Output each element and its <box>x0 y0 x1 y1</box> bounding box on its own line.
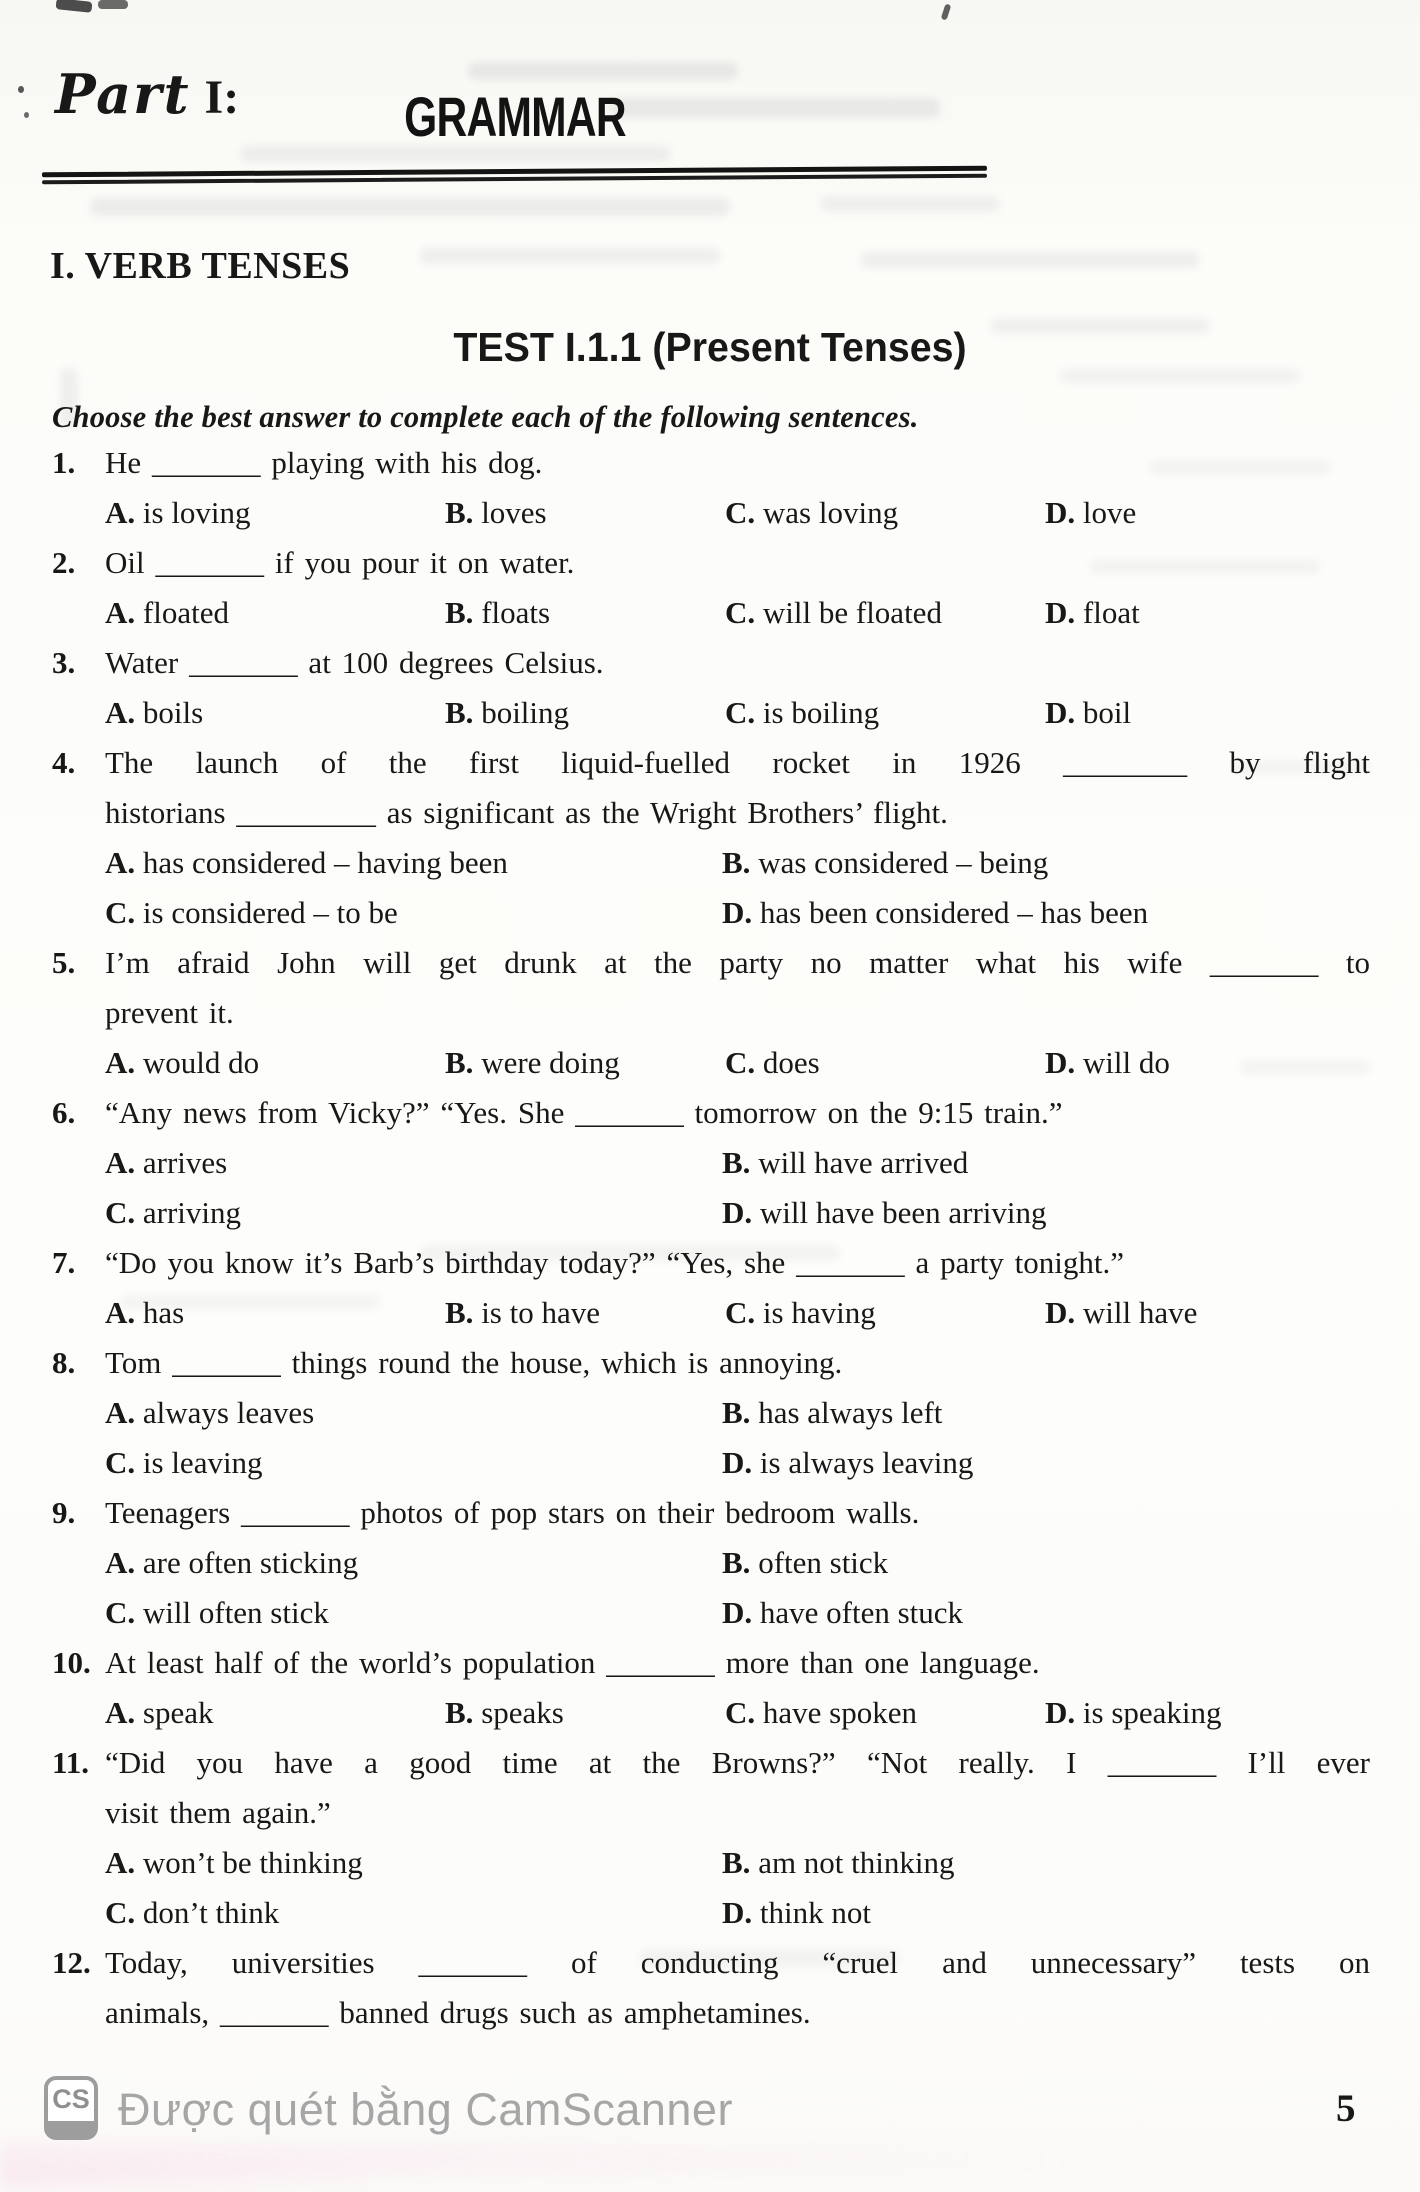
option-text: speaks <box>481 1695 564 1730</box>
option-text: is loving <box>142 495 251 530</box>
bleed-smudge <box>860 252 1200 268</box>
option-letter: B. <box>722 1845 751 1880</box>
option-b <box>445 488 725 538</box>
option-letter: D. <box>722 1895 753 1930</box>
camscanner-icon-bar <box>48 2121 94 2136</box>
option-text: will have arrived <box>758 1145 969 1180</box>
question <box>52 1238 1370 1338</box>
option-letter: B. <box>445 1045 474 1080</box>
option-letter: A. <box>105 1045 136 1080</box>
question-body <box>105 638 1370 738</box>
ink-speck <box>941 3 952 20</box>
option-b <box>445 1688 725 1738</box>
option-a <box>105 1038 445 1088</box>
option-b <box>722 1838 1370 1888</box>
bleed-smudge <box>420 248 720 264</box>
option-b <box>445 588 725 638</box>
option-c <box>725 1288 1045 1338</box>
question-number: 12. <box>52 1945 91 1980</box>
option-letter: C. <box>725 1045 756 1080</box>
option-letter: C. <box>105 1895 136 1930</box>
option-text: are often sticking <box>142 1545 359 1580</box>
option-text: often stick <box>758 1545 889 1580</box>
option-letter: A. <box>105 1295 136 1330</box>
option-c <box>105 888 722 938</box>
question-line: Teenagers _______ photos of pop stars on their bedroom walls. <box>105 1495 920 1530</box>
option-text: was considered – being <box>758 845 1049 880</box>
option-text: have often stuck <box>759 1595 964 1630</box>
question-line: “Any news from Vicky?” “Yes. She _______ tomorrow on the 9:15 train.” <box>105 1095 1063 1130</box>
option-b <box>445 1288 725 1338</box>
option-b <box>722 1138 1370 1188</box>
question-number: 10. <box>52 1645 91 1680</box>
option-letter: A. <box>105 1545 136 1580</box>
option-a <box>105 1388 722 1438</box>
option-text: has been considered – has been <box>759 895 1149 930</box>
test-title: TEST I.1.1 (Present Tenses) <box>453 324 967 370</box>
question-line: “Do you know it’s Barb’s birthday today?” “Yes, she _______ a party tonight.” <box>105 1245 1125 1280</box>
option-text: float <box>1082 595 1140 630</box>
option-text: arrives <box>142 1145 228 1180</box>
option-text: boiling <box>481 695 570 730</box>
question <box>52 1488 1370 1638</box>
option-letter: C. <box>725 1695 756 1730</box>
question-body <box>105 1088 1370 1238</box>
question-line: Tom _______ things round the house, which is annoying. <box>105 1345 843 1380</box>
option-a <box>105 688 445 738</box>
option-text: is to have <box>481 1295 600 1330</box>
bleed-smudge <box>820 196 1000 212</box>
camscanner-icon-letters: CS <box>52 2084 90 2114</box>
option-text: always leaves <box>142 1395 315 1430</box>
options-grid <box>105 488 1370 538</box>
question-body <box>105 1238 1370 1338</box>
option-letter: D. <box>722 1595 753 1630</box>
option-b <box>722 1388 1370 1438</box>
option-d <box>722 888 1370 938</box>
option-text: will have <box>1082 1295 1198 1330</box>
option-d <box>722 1588 1370 1638</box>
options-grid <box>105 688 1370 738</box>
question <box>52 1938 1370 2038</box>
question-line: “Did you have a good time at the Browns?” “Not really. I _______ I’ll ever <box>105 1745 1370 1780</box>
option-a <box>105 838 722 888</box>
option-text: is boiling <box>762 695 880 730</box>
option-b <box>722 1538 1370 1588</box>
option-text: boil <box>1082 695 1132 730</box>
header-rule <box>42 166 987 185</box>
option-a <box>105 1838 722 1888</box>
question-body <box>105 1738 1370 1938</box>
bleed-smudge <box>468 62 738 80</box>
option-letter: C. <box>725 595 756 630</box>
question-number: 7. <box>52 1245 76 1280</box>
option-a <box>105 1138 722 1188</box>
option-b <box>445 1038 725 1088</box>
option-c <box>725 1688 1045 1738</box>
question <box>52 1088 1370 1238</box>
option-letter: D. <box>1045 595 1076 630</box>
option-b <box>445 688 725 738</box>
option-d <box>1045 588 1370 638</box>
option-text: is having <box>762 1295 876 1330</box>
option-text: has considered – having been <box>142 845 508 880</box>
option-letter: B. <box>445 495 474 530</box>
question <box>52 938 1370 1088</box>
option-a <box>105 588 445 638</box>
option-a <box>105 1288 445 1338</box>
option-letter: D. <box>722 1195 753 1230</box>
option-letter: B. <box>445 1695 474 1730</box>
camscanner-watermark: Được quét bằng CamScanner <box>118 2084 733 2135</box>
page-number: 5 <box>1336 2087 1356 2130</box>
question-body <box>105 1338 1370 1488</box>
camscanner-icon <box>44 2076 98 2140</box>
options-grid <box>105 1038 1370 1088</box>
question-line: I’m afraid John will get drunk at the party no matter what his wife _______ to <box>105 945 1370 980</box>
option-text: won’t be thinking <box>142 1845 363 1880</box>
option-c <box>725 1038 1045 1088</box>
option-text: arriving <box>142 1195 242 1230</box>
question <box>52 1638 1370 1738</box>
part-label <box>55 62 239 126</box>
question-number: 9. <box>52 1495 76 1530</box>
option-d <box>722 1888 1370 1938</box>
option-letter: D. <box>1045 1045 1076 1080</box>
option-a <box>105 488 445 538</box>
option-text: were doing <box>481 1045 620 1080</box>
option-letter: A. <box>105 495 136 530</box>
question-number: 1. <box>52 445 76 480</box>
options-grid <box>105 1688 1370 1738</box>
option-text: has <box>142 1295 185 1330</box>
question-number: 8. <box>52 1345 76 1380</box>
option-letter: A. <box>105 845 136 880</box>
option-text: loves <box>481 495 547 530</box>
options-grid <box>105 1838 1370 1938</box>
question-number: 11. <box>52 1745 90 1780</box>
option-text: has always left <box>758 1395 943 1430</box>
option-text: is speaking <box>1082 1695 1222 1730</box>
option-text: will have been arriving <box>759 1195 1047 1230</box>
option-letter: C. <box>725 695 756 730</box>
option-a <box>105 1688 445 1738</box>
option-text: have spoken <box>762 1695 917 1730</box>
option-d <box>1045 1288 1370 1338</box>
option-text: will do <box>1082 1045 1170 1080</box>
option-text: speak <box>142 1695 214 1730</box>
question-number: 2. <box>52 545 76 580</box>
option-d <box>1045 1688 1370 1738</box>
question-body <box>105 738 1370 938</box>
question-line: animals, _______ banned drugs such as amphetamines. <box>105 1995 811 2030</box>
option-d <box>722 1438 1370 1488</box>
option-letter: A. <box>105 1845 136 1880</box>
option-letter: B. <box>722 845 751 880</box>
option-text: is always leaving <box>759 1445 974 1480</box>
option-letter: D. <box>1045 695 1076 730</box>
option-d <box>1045 1038 1370 1088</box>
option-c <box>725 488 1045 538</box>
option-b <box>722 838 1370 888</box>
question-line: Oil _______ if you pour it on water. <box>105 545 575 580</box>
option-letter: B. <box>722 1395 751 1430</box>
ink-speck <box>98 0 128 9</box>
question-line: The launch of the first liquid-fuelled rocket in 1926 ________ by flight <box>105 745 1370 780</box>
option-letter: D. <box>1045 1695 1076 1730</box>
option-letter: A. <box>105 1695 136 1730</box>
option-text: am not thinking <box>758 1845 955 1880</box>
question <box>52 438 1370 538</box>
option-d <box>1045 488 1370 538</box>
page-title: GRAMMAR <box>404 85 626 148</box>
question-body <box>105 1938 1370 2038</box>
ink-speck <box>24 112 29 118</box>
option-a <box>105 1538 722 1588</box>
option-text: is leaving <box>142 1445 263 1480</box>
ink-speck <box>18 86 24 93</box>
question-line: He _______ playing with his dog. <box>105 445 543 480</box>
question <box>52 738 1370 938</box>
option-letter: C. <box>105 1595 136 1630</box>
part-label-roman: I: <box>204 71 240 124</box>
option-letter: A. <box>105 695 136 730</box>
option-text: love <box>1082 495 1137 530</box>
option-text: floats <box>481 595 551 630</box>
option-text: will be floated <box>762 595 942 630</box>
options-grid <box>105 588 1370 638</box>
option-c <box>725 588 1045 638</box>
question-line: Today, universities _______ of conducting “cruel and unnecessary” tests on <box>105 1945 1370 1980</box>
option-c <box>105 1438 722 1488</box>
question-body <box>105 1638 1370 1738</box>
option-text: would do <box>142 1045 260 1080</box>
option-d <box>1045 688 1370 738</box>
option-letter: A. <box>105 1395 136 1430</box>
ink-speck <box>56 0 93 13</box>
question-body <box>105 938 1370 1088</box>
question-line: historians _________ as significant as the Wright Brothers’ flight. <box>105 795 948 830</box>
question-line: At least half of the world’s population _______ more than one language. <box>105 1645 1040 1680</box>
option-text: don’t think <box>142 1895 280 1930</box>
option-letter: D. <box>722 895 753 930</box>
options-grid <box>105 1538 1370 1638</box>
options-grid <box>105 1288 1370 1338</box>
option-c <box>105 1188 722 1238</box>
option-text: does <box>762 1045 820 1080</box>
question-number: 3. <box>52 645 76 680</box>
option-letter: B. <box>445 595 474 630</box>
option-letter: D. <box>1045 495 1076 530</box>
question-line: visit them again.” <box>105 1795 331 1830</box>
options-grid <box>105 1388 1370 1488</box>
option-letter: D. <box>722 1445 753 1480</box>
option-letter: A. <box>105 1145 136 1180</box>
section-heading: I. VERB TENSES <box>50 245 351 287</box>
options-grid <box>105 1138 1370 1238</box>
option-letter: B. <box>445 1295 474 1330</box>
option-letter: A. <box>105 595 136 630</box>
options-grid <box>105 838 1370 938</box>
option-text: was loving <box>762 495 899 530</box>
option-c <box>725 688 1045 738</box>
part-label-script: Part <box>55 62 191 126</box>
question <box>52 638 1370 738</box>
questions-list <box>52 438 1370 2038</box>
option-letter: C. <box>725 495 756 530</box>
question-number: 5. <box>52 945 76 980</box>
question-line: Water _______ at 100 degrees Celsius. <box>105 645 604 680</box>
question <box>52 538 1370 638</box>
option-text: floated <box>142 595 229 630</box>
option-c <box>105 1588 722 1638</box>
question-number: 4. <box>52 745 76 780</box>
option-text: think not <box>759 1895 871 1930</box>
option-letter: C. <box>725 1295 756 1330</box>
option-letter: C. <box>105 1195 136 1230</box>
question <box>52 1738 1370 1938</box>
question <box>52 1338 1370 1488</box>
pink-scan-smear <box>0 2166 420 2192</box>
question-line: prevent it. <box>105 995 234 1030</box>
option-c <box>105 1888 722 1938</box>
question-number: 6. <box>52 1095 76 1130</box>
option-letter: B. <box>445 695 474 730</box>
question-body <box>105 438 1370 538</box>
question-body <box>105 1488 1370 1638</box>
option-text: will often stick <box>142 1595 329 1630</box>
option-text: is considered – to be <box>142 895 398 930</box>
option-letter: B. <box>722 1145 751 1180</box>
option-letter: C. <box>105 895 136 930</box>
option-letter: D. <box>1045 1295 1076 1330</box>
option-letter: B. <box>722 1545 751 1580</box>
question-body <box>105 538 1370 638</box>
bleed-smudge <box>90 198 730 216</box>
instruction-text: Choose the best answer to complete each of the following sentences. <box>52 400 919 434</box>
option-letter: C. <box>105 1445 136 1480</box>
option-text: boils <box>142 695 204 730</box>
option-d <box>722 1188 1370 1238</box>
